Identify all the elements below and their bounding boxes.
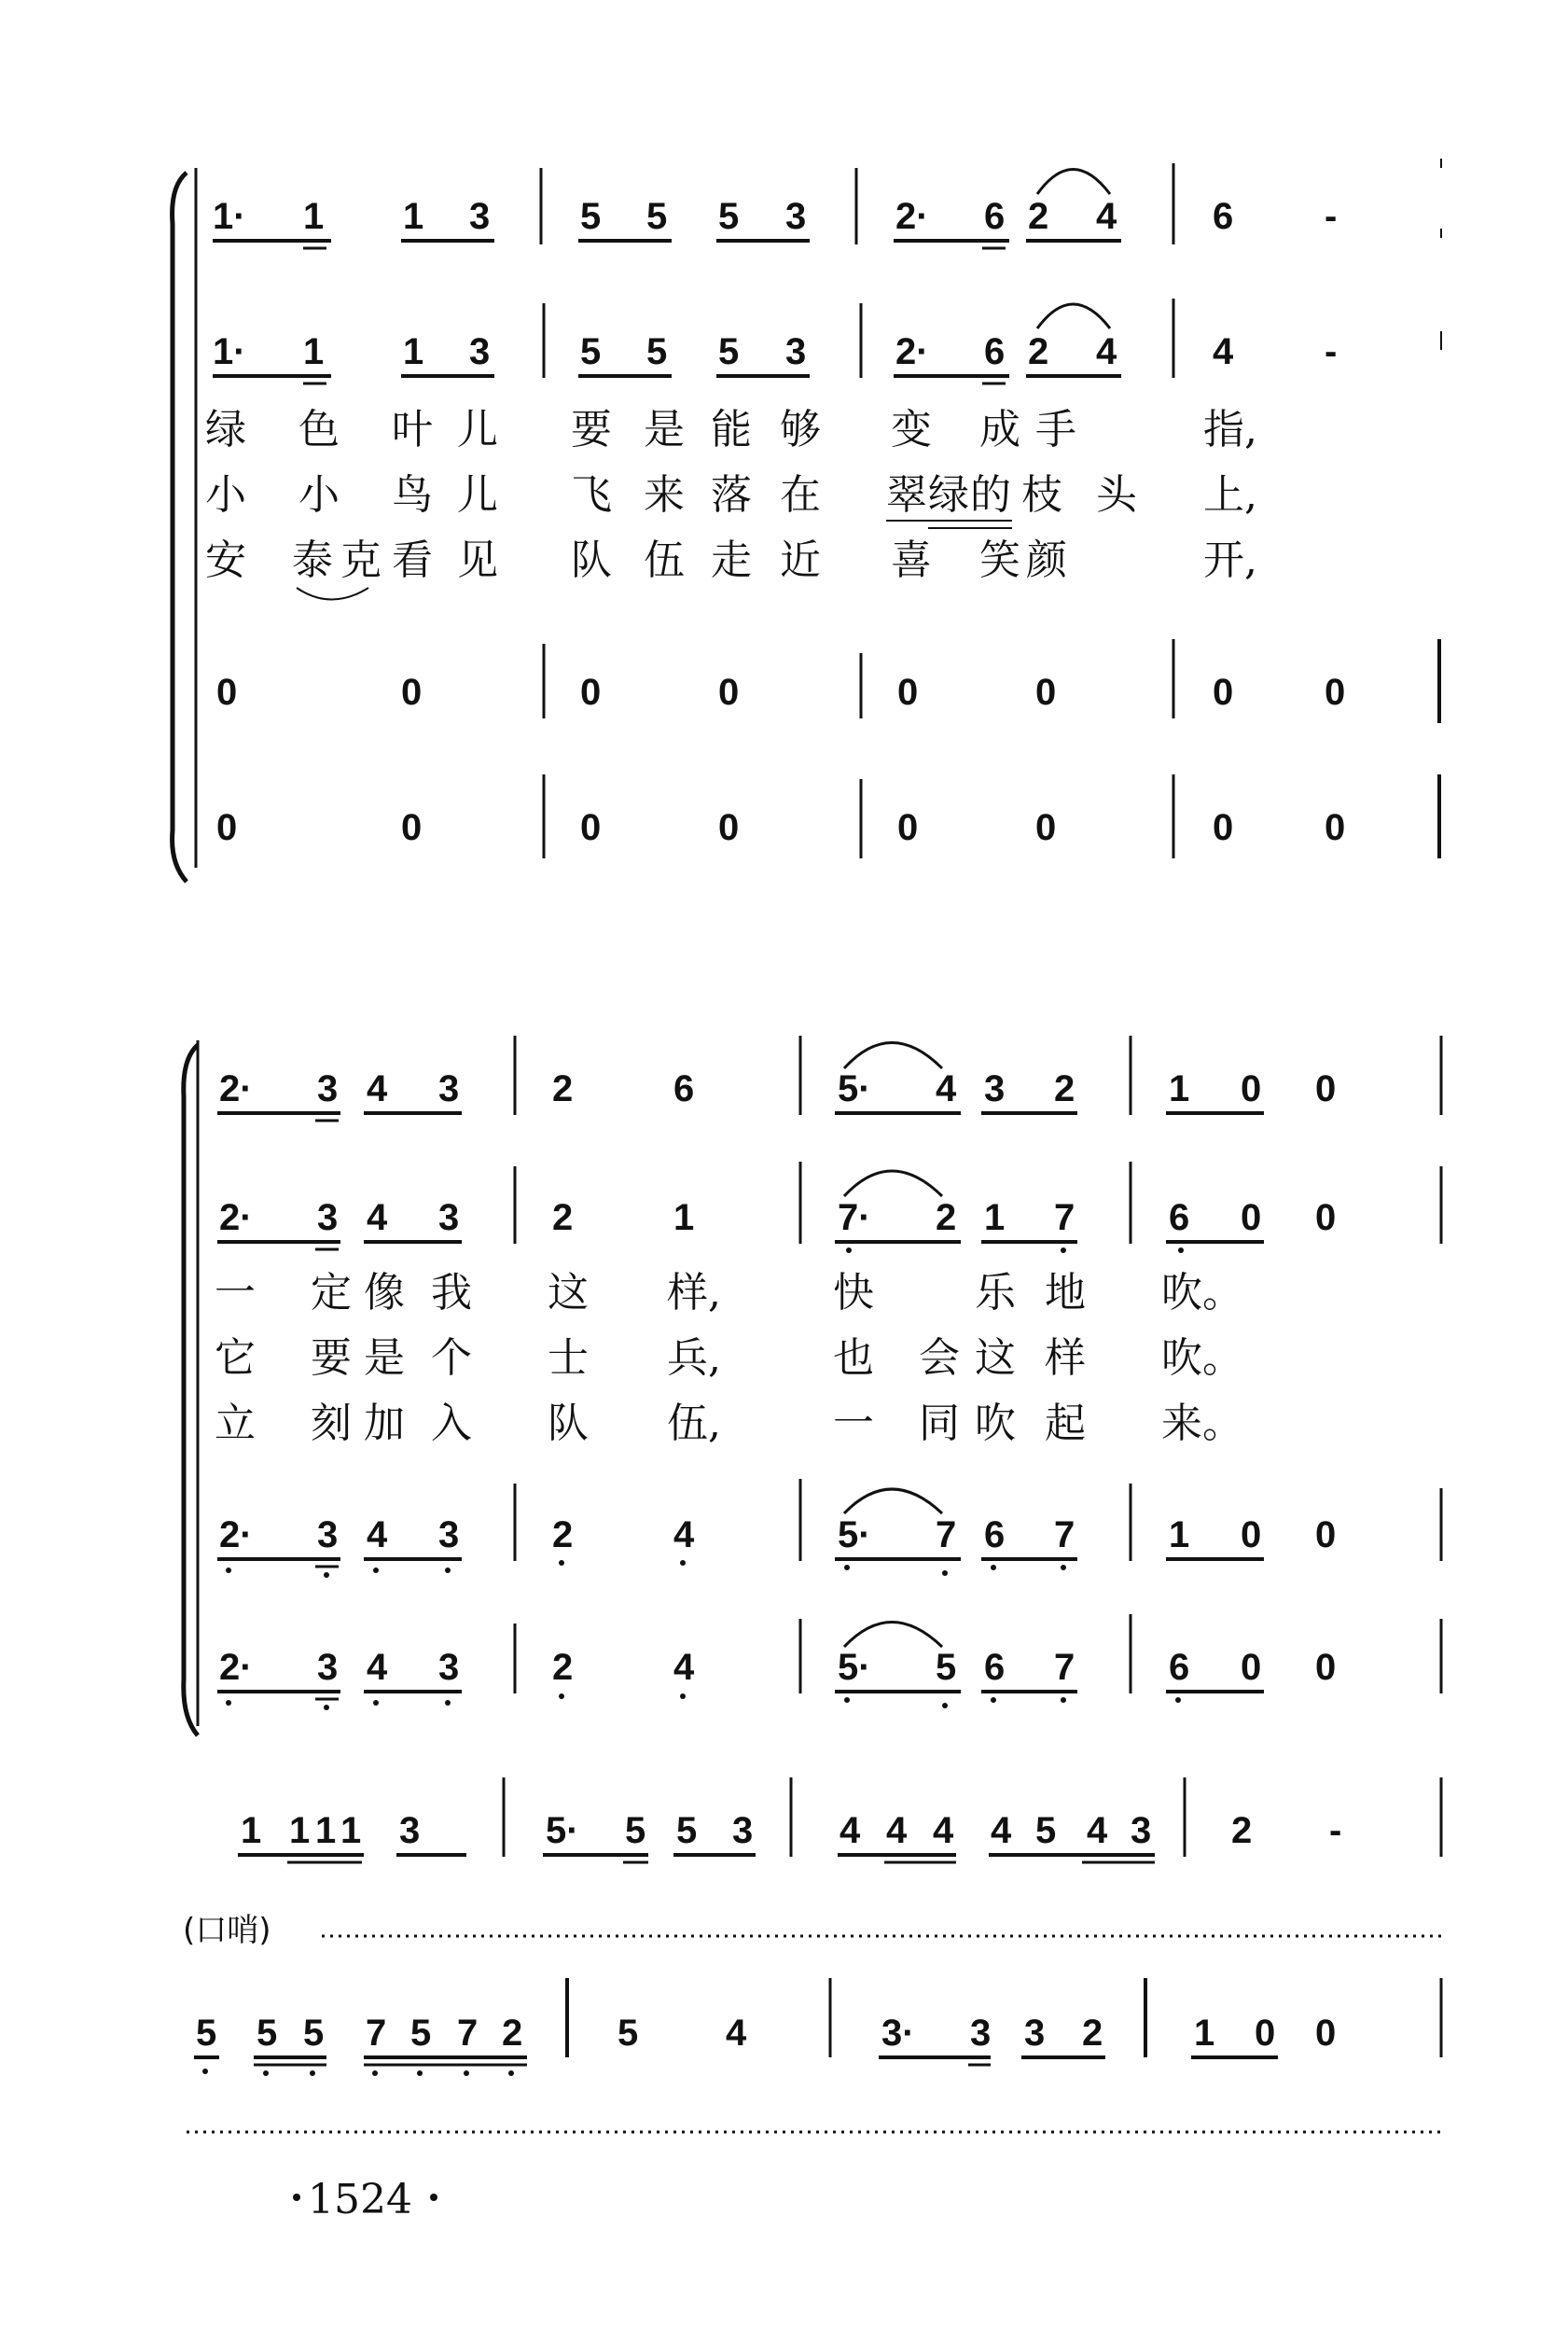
note: 5 (410, 2013, 432, 2054)
lyric: 见 (457, 536, 498, 584)
note: 2 (1028, 196, 1049, 237)
note: 2 (1054, 1068, 1075, 1109)
lyric: 安 (205, 536, 246, 584)
note: 0 (401, 672, 423, 713)
note: 1 (241, 1810, 262, 1851)
note: 1 (1169, 1514, 1190, 1555)
note: 6 (984, 196, 1006, 237)
note: 1 (1194, 2013, 1215, 2054)
note: 3 (438, 1068, 460, 1109)
note: 6 (1169, 1197, 1190, 1238)
note: 3 (438, 1647, 460, 1688)
note: 6 (1169, 1647, 1190, 1688)
note: 1 (289, 1810, 311, 1851)
lyric: 定 (311, 1269, 352, 1317)
note: 1 (303, 331, 325, 372)
lyric: 像 (364, 1269, 405, 1317)
lyric: 队 (548, 1400, 589, 1447)
lyric: 能 (711, 406, 752, 453)
note: 6 (984, 1647, 1006, 1688)
lyric: 快 (833, 1269, 874, 1317)
staff-1-1 (213, 163, 1337, 248)
note: 2 (1082, 2013, 1103, 2054)
lyric: 同 (919, 1400, 960, 1447)
note: 7 (1054, 1514, 1075, 1555)
note: 5 (580, 331, 602, 372)
note: 7· (838, 1197, 871, 1238)
lyric: 伍, (667, 1400, 721, 1447)
lyric: 乐 (975, 1269, 1016, 1317)
note: 5 (1035, 1810, 1057, 1851)
note: 2· (895, 331, 929, 372)
note: 4 (886, 1810, 908, 1851)
note: 3· (881, 2013, 915, 2054)
lyric: 来 (644, 471, 685, 519)
note: 0 (1241, 1514, 1262, 1555)
note: 4 (367, 1647, 388, 1688)
note: 4 (1087, 1810, 1108, 1851)
lyric: 头 (1096, 471, 1137, 519)
note: 3 (399, 1810, 421, 1851)
note: 4 (726, 2013, 747, 2054)
lyric: 兵, (667, 1334, 721, 1382)
note: 3 (469, 196, 491, 237)
note: 0 (1241, 1647, 1262, 1688)
lyric: 加 (364, 1400, 405, 1447)
whistle-line-2 (194, 1978, 1441, 2076)
note: 0 (1315, 1197, 1337, 1238)
lyric: 要 (311, 1334, 352, 1382)
staff-2-4 (217, 1614, 1441, 1710)
lyric: 要 (571, 406, 612, 453)
note: 3 (785, 196, 807, 237)
note: 2· (219, 1068, 253, 1109)
note: 4 (1096, 196, 1117, 237)
system-1 (173, 163, 1439, 882)
lyric: 队 (571, 536, 612, 584)
lyric: 一 (215, 1269, 256, 1317)
note: 5· (838, 1068, 871, 1109)
lyric: 地 (1045, 1269, 1086, 1317)
note: 2· (219, 1197, 253, 1238)
note: 0 (1213, 672, 1234, 713)
note: 0 (1255, 2013, 1276, 2054)
lyrics-2 (215, 1269, 1243, 1447)
lyric: 立 (215, 1400, 256, 1447)
note: 6 (1213, 196, 1234, 237)
note: 3 (317, 1647, 339, 1688)
lyric: 吹。 (1161, 1334, 1243, 1382)
note: 3 (317, 1068, 339, 1109)
lyric: 吹。 (1161, 1269, 1243, 1317)
note: 4 (936, 1068, 957, 1109)
note: 5 (718, 196, 740, 237)
note: 3 (732, 1810, 754, 1851)
lyric: 绿 (205, 406, 246, 453)
note: 0 (1315, 2013, 1337, 2054)
staff-2-2 (217, 1162, 1441, 1253)
note: 4 (1096, 331, 1117, 372)
note: 3 (438, 1514, 460, 1555)
lyrics-1 (205, 406, 1257, 600)
note: 5· (546, 1810, 579, 1851)
note: 0 (718, 672, 740, 713)
note: 5 (646, 196, 668, 237)
lyric: 飞 (571, 471, 612, 519)
note: 4 (367, 1068, 388, 1109)
note: 0 (1325, 807, 1346, 848)
note: 2 (552, 1647, 574, 1688)
lyric: 喜 (891, 536, 932, 584)
note: 4 (1213, 331, 1234, 372)
note: 3 (438, 1197, 460, 1238)
lyric: 是 (364, 1334, 405, 1382)
note: 3 (317, 1514, 339, 1555)
note: 6 (984, 1514, 1006, 1555)
lyric: 小 (298, 471, 340, 519)
note: 0 (1315, 1514, 1337, 1555)
lyric: 上, (1203, 471, 1257, 519)
lyric: 色 (298, 406, 340, 453)
note: 0 (1213, 807, 1234, 848)
staff-2-1 (217, 1036, 1441, 1121)
system-bracket-1 (173, 173, 187, 882)
note: 3 (469, 331, 491, 372)
note: 5 (196, 2013, 217, 2054)
staff-1-4 (216, 774, 1439, 858)
note: 0 (580, 807, 602, 848)
lyric: 士 (548, 1334, 589, 1382)
note: 5 (718, 331, 740, 372)
whistle-line-1 (238, 1777, 1441, 1862)
note: 0 (1325, 672, 1346, 713)
lyric: 手 (1035, 406, 1076, 453)
note: 4 (933, 1810, 954, 1851)
note: 5· (838, 1647, 871, 1688)
lyric: 克 (340, 536, 382, 584)
note: - (1329, 1810, 1342, 1851)
staff-1-3 (216, 639, 1439, 723)
note: 0 (216, 672, 238, 713)
note: 5 (303, 2013, 325, 2054)
note: 2 (552, 1068, 574, 1109)
lyric: 这 (975, 1334, 1016, 1382)
note: - (1325, 196, 1338, 237)
note: 2· (219, 1514, 253, 1555)
note: 1 (984, 1197, 1006, 1238)
note: 0 (401, 807, 423, 848)
lyric: 叶 (392, 406, 433, 453)
lyric: 鸟 (392, 471, 433, 519)
note: 7 (1054, 1647, 1075, 1688)
note: 6 (673, 1068, 695, 1109)
note: 7 (366, 2013, 387, 2054)
note: 3 (970, 2013, 992, 2054)
note: 1 (315, 1810, 337, 1851)
note: 0 (1035, 672, 1057, 713)
note: 3 (1024, 2013, 1046, 2054)
lyric: 来。 (1161, 1400, 1243, 1447)
note: 5 (257, 2013, 278, 2054)
note: 0 (718, 807, 740, 848)
note: 7 (1054, 1197, 1075, 1238)
note: 3 (785, 331, 807, 372)
note: 0 (580, 672, 602, 713)
note: 0 (1241, 1068, 1262, 1109)
note: 1· (213, 331, 246, 372)
note: 0 (897, 672, 919, 713)
lyric: 颜 (1026, 536, 1067, 584)
lyric: 落 (711, 471, 752, 519)
lyric: 起 (1045, 1400, 1086, 1447)
note: 4 (367, 1514, 388, 1555)
note: 6 (984, 331, 1006, 372)
system-bracket-2 (184, 1045, 198, 1735)
lyric: 近 (780, 536, 821, 584)
system-2 (184, 1036, 1441, 1735)
page-number-text: 1524 (308, 2176, 412, 2223)
lyric: 看 (392, 536, 433, 584)
note: 3 (984, 1068, 1006, 1109)
lyric: 笑 (979, 536, 1020, 584)
whistle-label-row (183, 1912, 1441, 1949)
note: 1 (303, 196, 325, 237)
lyric: 指, (1203, 406, 1257, 453)
lyric: 它 (215, 1334, 256, 1382)
lyric: 绿 (928, 471, 969, 519)
note: 4 (673, 1647, 695, 1688)
note: 0 (1035, 807, 1057, 848)
lyric: 小 (205, 471, 246, 519)
note: 1· (213, 196, 246, 237)
note: 2· (219, 1647, 253, 1688)
lyric: 的 (970, 471, 1011, 519)
lyric: 是 (644, 406, 685, 453)
lyric: 入 (431, 1400, 472, 1447)
staff-2-3 (217, 1479, 1441, 1578)
note: 4 (673, 1514, 695, 1555)
note: 0 (897, 807, 919, 848)
lyric: 儿 (457, 471, 498, 519)
lyric: 够 (780, 406, 821, 453)
lyric: 翠 (886, 471, 927, 519)
note: 1 (673, 1197, 695, 1238)
note: 1 (1169, 1068, 1190, 1109)
lyric: 走 (711, 536, 752, 584)
lyric: 成 (979, 406, 1020, 453)
lyric: 枝 (1021, 471, 1062, 519)
note: 3 (317, 1197, 339, 1238)
note: 1 (403, 196, 424, 237)
note: 5 (617, 2013, 639, 2054)
lyric: 一 (833, 1400, 874, 1447)
lyric: 也 (833, 1334, 874, 1382)
note: 5 (936, 1647, 957, 1688)
page-number (293, 2176, 437, 2223)
note: 2· (895, 196, 929, 237)
note: 2 (1231, 1810, 1253, 1851)
note: 7 (936, 1514, 957, 1555)
lyric: 我 (431, 1269, 472, 1317)
note: 0 (216, 807, 238, 848)
note: 5 (580, 196, 602, 237)
note: 2 (552, 1197, 574, 1238)
lyric: 个 (431, 1334, 472, 1382)
staff-1-2 (213, 299, 1337, 383)
note: 5· (838, 1514, 871, 1555)
lyric: 吹 (975, 1400, 1016, 1447)
note: 1 (403, 331, 424, 372)
note: 0 (1315, 1647, 1337, 1688)
note: 2 (936, 1197, 957, 1238)
lyric: 会 (919, 1334, 960, 1382)
note: - (1325, 331, 1338, 372)
note: 0 (1241, 1197, 1262, 1238)
lyric: 儿 (457, 406, 498, 453)
lyric: 变 (891, 406, 932, 453)
lyric: 样, (667, 1269, 721, 1317)
note: 0 (1315, 1068, 1337, 1109)
note: 3 (1131, 1810, 1152, 1851)
note: 5 (646, 331, 668, 372)
whistle-label: (口哨) (183, 1912, 271, 1949)
note: 2 (552, 1514, 574, 1555)
lyric: 样 (1045, 1334, 1086, 1382)
lyric: 伍 (644, 536, 685, 584)
note: 4 (367, 1197, 388, 1238)
lyric: 这 (548, 1269, 589, 1317)
note: 7 (457, 2013, 479, 2054)
lyric: 泰 (292, 536, 333, 584)
note: 1 (340, 1810, 362, 1851)
note: 4 (840, 1810, 861, 1851)
lyric: 在 (780, 471, 821, 519)
lyric: 刻 (311, 1400, 352, 1447)
note: 5 (625, 1810, 646, 1851)
lyric: 开, (1203, 536, 1257, 584)
note: 2 (502, 2013, 523, 2054)
note: 4 (991, 1810, 1012, 1851)
note: 2 (1028, 331, 1049, 372)
note: 5 (676, 1810, 698, 1851)
